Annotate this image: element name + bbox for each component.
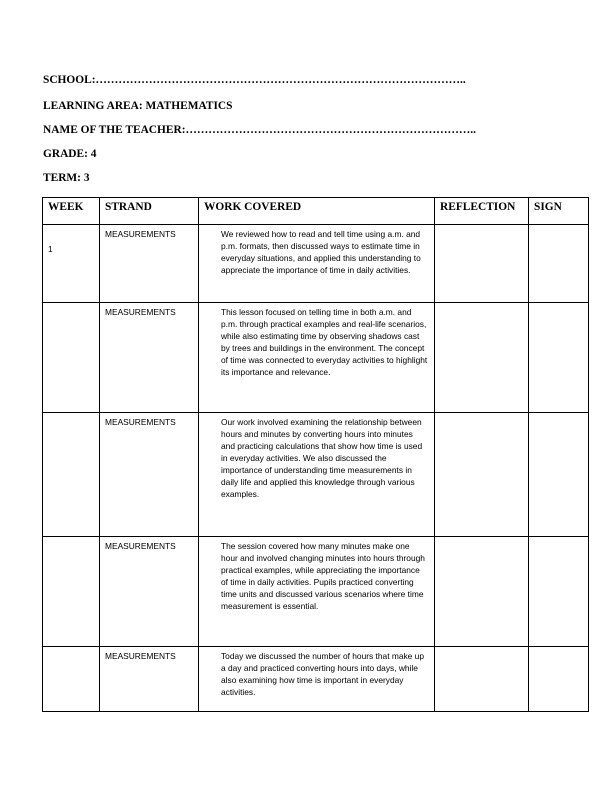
week-cell bbox=[43, 647, 100, 712]
sign-cell bbox=[529, 537, 589, 647]
week-value bbox=[43, 647, 99, 665]
work-covered-text: Today we discussed the number of hours that make up a day and practiced converting hours into days, while also examining how time is important in everyday activities. bbox=[221, 651, 424, 697]
work-covered-cell bbox=[199, 537, 435, 647]
week-value bbox=[43, 413, 99, 431]
work-covered-cell bbox=[199, 303, 435, 413]
strand-cell bbox=[100, 647, 199, 712]
table-row bbox=[43, 225, 589, 303]
work-covered-text: This lesson focused on telling time in both a.m. and p.m. through practical examples and real-life scenarios, while also estimating time by observing shadows cast by trees and buildings in the environment. The concept of time was connected to everyday activities to highlight its importance and relevance. bbox=[221, 307, 428, 377]
sign-cell bbox=[529, 303, 589, 413]
week-value: 1 bbox=[48, 244, 53, 254]
reflection-cell bbox=[435, 413, 529, 537]
strand-cell bbox=[100, 537, 199, 647]
work-covered-cell bbox=[199, 413, 435, 537]
column-header-sign: SIGN bbox=[529, 198, 589, 225]
reflection-cell bbox=[435, 303, 529, 413]
work-covered-table bbox=[42, 197, 589, 712]
school-line: SCHOOL:…………………………………………………………………………………….. bbox=[43, 74, 466, 86]
table-row bbox=[43, 303, 589, 413]
reflection-cell bbox=[435, 225, 529, 303]
strand-cell bbox=[100, 413, 199, 537]
column-header-strand: STRAND bbox=[100, 198, 199, 225]
column-header-reflection: REFLECTION bbox=[435, 198, 529, 225]
table-row bbox=[43, 537, 589, 647]
teacher-name-line: NAME OF THE TEACHER:………………………………………………………………….. bbox=[43, 124, 476, 136]
learning-area-line: LEARNING AREA: MATHEMATICS bbox=[43, 100, 233, 112]
week-cell bbox=[43, 225, 100, 303]
strand-cell bbox=[100, 225, 199, 303]
table-row bbox=[43, 647, 589, 712]
strand-value: MEASUREMENTS bbox=[105, 541, 176, 551]
strand-value: MEASUREMENTS bbox=[105, 229, 176, 239]
column-header-work-covered: WORK COVERED bbox=[199, 198, 435, 225]
sign-cell bbox=[529, 647, 589, 712]
reflection-cell bbox=[435, 647, 529, 712]
table-row bbox=[43, 413, 589, 537]
work-covered-cell bbox=[199, 225, 435, 303]
grade-line: GRADE: 4 bbox=[43, 148, 97, 160]
work-covered-cell bbox=[199, 647, 435, 712]
work-covered-text: The session covered how many minutes make one hour and involved changing minutes into hours through practical examples, while appreciating the importance of time in daily activities. Pupils practiced converting time units and discussed various scenarios where time measurement is essential. bbox=[221, 541, 425, 611]
week-cell bbox=[43, 413, 100, 537]
sign-cell bbox=[529, 413, 589, 537]
strand-cell bbox=[100, 303, 199, 413]
week-value bbox=[43, 537, 99, 555]
sign-cell bbox=[529, 225, 589, 303]
term-line: TERM: 3 bbox=[43, 172, 90, 184]
strand-value: MEASUREMENTS bbox=[105, 651, 176, 661]
reflection-cell bbox=[435, 537, 529, 647]
column-header-week: WEEK bbox=[43, 198, 100, 225]
work-covered-text: We reviewed how to read and tell time using a.m. and p.m. formats, then discussed ways to estimate time in everyday situations, and applied this understanding to appreciate the importance of time in daily activities. bbox=[221, 229, 421, 275]
strand-value: MEASUREMENTS bbox=[105, 417, 176, 427]
work-covered-text: Our work involved examining the relationship between hours and minutes by converting hours into minutes and practicing calculations that show how time is used in everyday activities. We also discussed the importance of understanding time measurements in daily life and applied this knowledge through various examples. bbox=[221, 417, 423, 499]
week-cell bbox=[43, 303, 100, 413]
week-cell bbox=[43, 537, 100, 647]
strand-value: MEASUREMENTS bbox=[105, 307, 176, 317]
table-header-row bbox=[43, 198, 589, 225]
week-value bbox=[43, 303, 99, 321]
